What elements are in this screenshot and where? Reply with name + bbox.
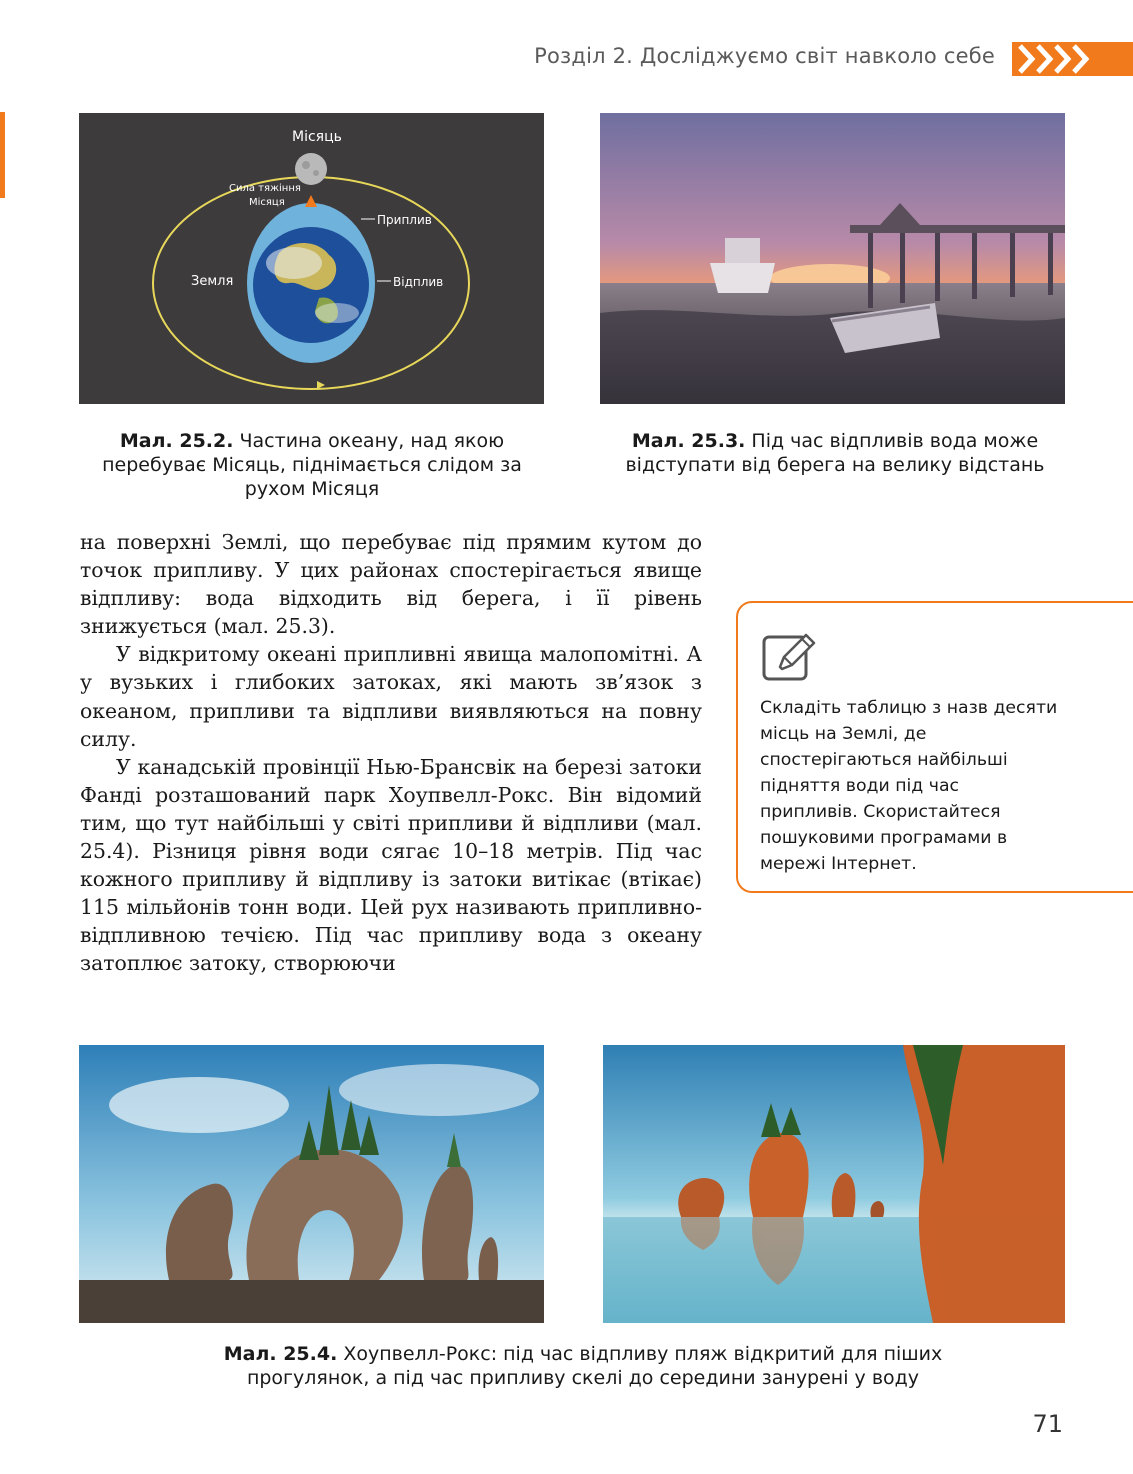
caption-fig-25-3 <box>600 429 1070 477</box>
caption-text: Хоупвелл-Рокс: під час відпливу пляж відкритий для піших прогулянок, а під час припливу скелі до середини занурені у воду <box>246 1343 943 1389</box>
task-text: Складіть таблицю з назв десяти місць на Землі, де спостерігаються найбільші підняття води під час припливів. Скористайтеся пошуковими програмами в мережі Інтернет. <box>760 698 1058 874</box>
gravity-label-line2: Місяця <box>249 197 285 208</box>
page-number: 71 <box>1032 1410 1063 1438</box>
caption-text: Під час відпливів вода може відступати від берега на велику відстань <box>625 430 1045 476</box>
caption-text: Частина океану, над якою перебуває Місяць, піднімається слідом за рухом Місяця <box>102 430 522 500</box>
chevron-arrows-icon <box>1012 42 1133 76</box>
caption-label: Мал. 25.3. <box>631 430 746 452</box>
hopewell-rocks-low-tide-photo <box>79 1045 544 1323</box>
task-box <box>736 601 1133 893</box>
caption-label: Мал. 25.2. <box>119 430 234 452</box>
caption-label: Мал. 25.4. <box>223 1343 338 1365</box>
low-tide-boats-photo <box>600 113 1065 404</box>
caption-fig-25-4 <box>178 1342 988 1390</box>
pencil-note-icon <box>762 633 818 683</box>
hopewell-rocks-high-tide-photo <box>603 1045 1065 1323</box>
main-text <box>80 528 702 978</box>
high-tide-label: Приплив <box>377 213 432 227</box>
moon-label: Місяць <box>292 129 342 145</box>
paragraph: на поверхні Землі, що перебуває під прямим кутом до точок припливу. У цих районах спостерігається явище відпливу: вода відходить від берега, і її рівень знижується (мал. 25.3). <box>80 530 702 639</box>
low-tide-label: Відплив <box>393 275 444 289</box>
chapter-title: Розділ 2. Досліджуємо світ навколо себе <box>534 44 995 68</box>
earth-label: Земля <box>191 274 234 289</box>
page-edge-tab <box>0 112 5 198</box>
gravity-label-line1: Сила тяжіння <box>229 183 301 194</box>
paragraph: У канадській провінції Нью-Брансвік на березі затоки Фанді розташований парк Хоупвелл-Рокс. Він відомий тим, що тут найбільші у світі припливи й відпливи (мал. 25.4). Різниця рівня води сягає 10–18 метрів. Під час кожного припливу й відпливу із затоки витікає (втікає) 115 мільйонів тонн води. Цей рух називають припливно-відпливною течією. Під час припливу вода з океану затоплює затоку, створюючи <box>80 754 702 976</box>
moon-tide-diagram <box>79 113 544 404</box>
caption-fig-25-2 <box>82 429 542 501</box>
paragraph: У відкритому океані припливні явища малопомітні. А у вузьких і глибоких затоках, які мають зв’язок з океаном, припливи та відпливи виявляються на повну силу. <box>80 642 702 751</box>
